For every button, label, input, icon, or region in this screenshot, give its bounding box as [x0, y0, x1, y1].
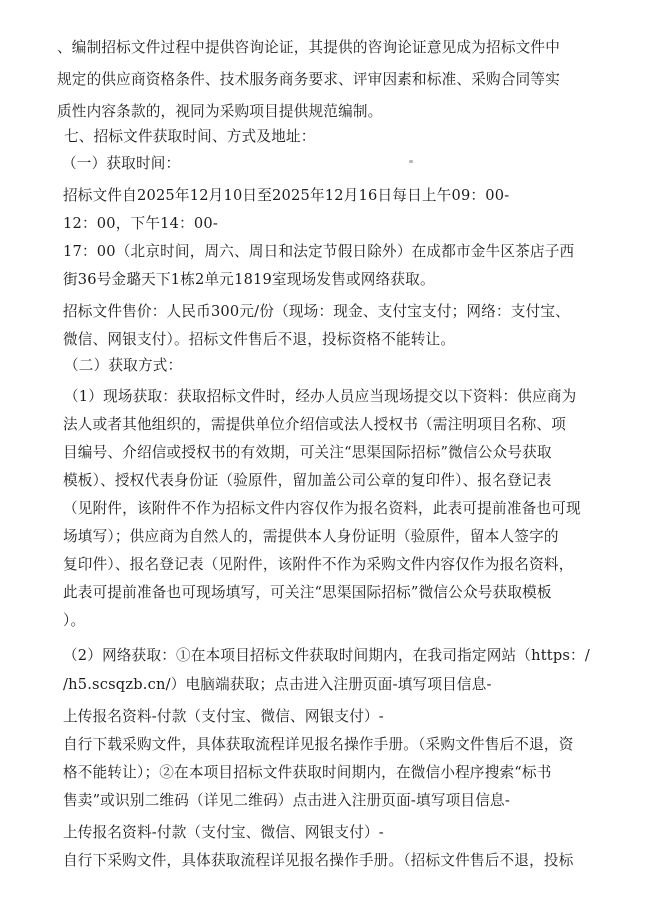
text-line: 12：00，下午14：00-: [63, 215, 218, 232]
text-line: （1）现场获取：获取招标文件时，经办人员应当现场提交以下资料：供应商为: [64, 388, 577, 405]
text-line: 质性内容条款的，视同为采购项目提供规范编制。: [57, 103, 383, 120]
text-line: 17：00（北京时间，周六、周日和法定节假日除外）在成都市金牛区茶店子西: [63, 243, 575, 260]
text-line: ）。: [63, 612, 86, 629]
text-line: （见附件，该附件不作为招标文件内容仅作为报名资料，此表可提前准备也可现: [63, 500, 581, 517]
text-line: 招标文件售价：人民币300元/份（现场：现金、支付宝支付；网络：支付宝、: [63, 303, 570, 320]
text-line: 自行下载采购文件，具体获取流程详见报名操作手册。（采购文件售后不退，资: [63, 736, 574, 753]
scan-speck: [409, 160, 413, 163]
subsection-heading: （二）获取方式：: [64, 357, 183, 374]
text-line: 、编制招标文件过程中提供咨询论证，其提供的咨询论证意见成为招标文件中: [57, 39, 560, 56]
text-line: 招标文件自2025年12月10日至2025年12月16日每日上午09：00-: [63, 187, 510, 204]
text-line: 复印件）、报名登记表（见附件，该附件不作为采购文件内容仅作为报名资料，: [63, 556, 574, 573]
text-line: 规定的供应商资格条件、技术服务商务要求、评审因素和标准、采购合同等实: [57, 71, 560, 88]
text-line: 目编号、介绍信或授权书的有效期，可关注“思渠国际招标”微信公众号获取: [63, 444, 552, 461]
text-line: 自行下采购文件，具体获取流程详见报名操作手册。（招标文件售后不退，投标: [63, 852, 574, 869]
text-line: 售卖”或识别二维码（详见二维码）点击进入注册页面-填写项目信息-: [63, 792, 510, 809]
text-line: 模板）、授权代表身份证（验原件，留加盖公司公章的复印件）、报名登记表: [63, 472, 552, 489]
text-line: 格不能转让）；②在本项目招标文件获取时间期内，在微信小程序搜索“标书: [63, 764, 552, 781]
text-line: 此表可提前准备也可现场填写，可关注“思渠国际招标”微信公众号获取模板: [63, 584, 552, 601]
text-line: 法人或者其他组织的，需提供单位介绍信或法人授权书（需注明项目名称、项: [63, 416, 566, 433]
text-line: 上传报名资料-付款（支付宝、微信、网银支付）-: [63, 708, 384, 725]
subsection-heading: （一）获取时间：: [62, 155, 181, 172]
text-line: 微信、网银支付）。招标文件售后不退，投标资格不能转让。: [63, 331, 456, 348]
text-line: 街36号金璐天下1栋2单元1819室现场发售或网络获取。: [63, 271, 435, 288]
text-line: /h5.scsqzb.cn/）电脑端获取；点击进入注册页面-填写项目信息-: [63, 676, 492, 693]
text-line: 场填写）；供应商为自然人的，需提供本人身份证明（验原件，留本人签字的: [63, 528, 559, 545]
section-heading: 七、招标文件获取时间、方式及地址：: [64, 128, 316, 145]
text-line: （2）网络获取：①在本项目招标文件获取时间期内，在我司指定网站（https：/: [63, 647, 590, 664]
text-line: 上传报名资料-付款（支付宝、微信、网银支付）-: [63, 824, 384, 841]
